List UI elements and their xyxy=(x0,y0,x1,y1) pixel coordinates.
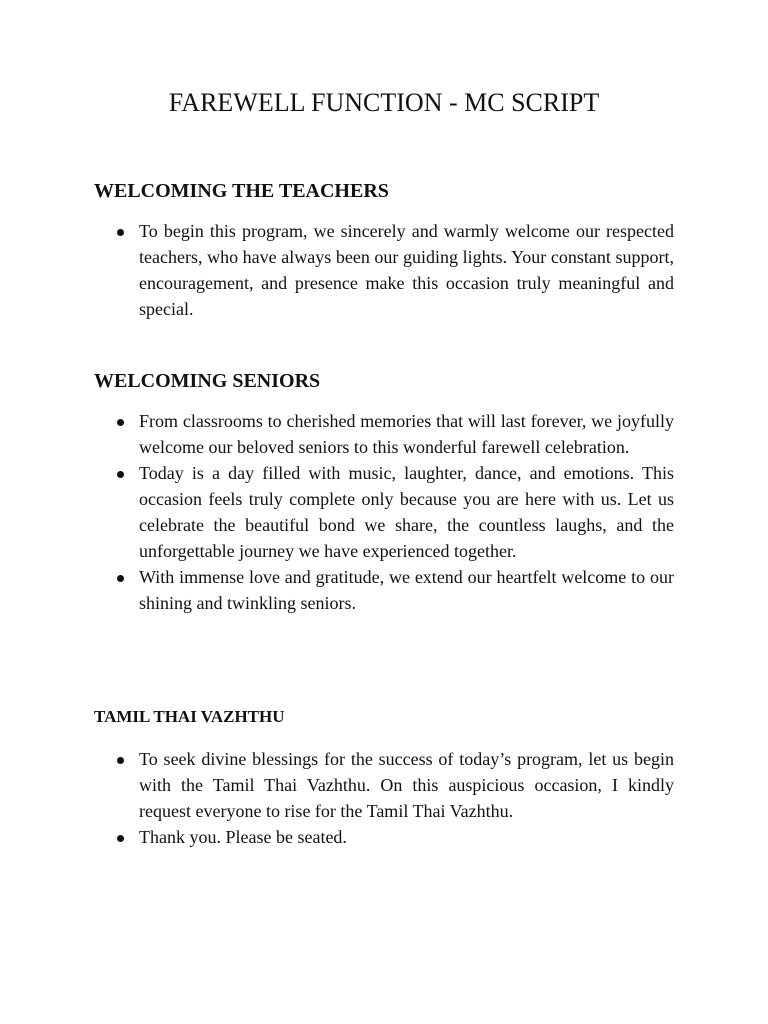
bullet-icon xyxy=(117,575,124,582)
list-item xyxy=(94,218,674,322)
list-item-text: From classrooms to cherished memories that will last forever, we joyfully welcome our beloved seniors to this wonderful farewell celebration. xyxy=(139,411,674,457)
list-item-text: With immense love and gratitude, we extend our heartfelt welcome to our shining and twinkling seniors. xyxy=(139,567,674,613)
section-heading-teachers: WELCOMING THE TEACHERS xyxy=(94,180,389,202)
section-welcoming-teachers xyxy=(94,178,674,322)
list-item-text: To seek divine blessings for the success of today’s program, let us begin with the Tamil Thai Vazhthu. On this auspicious occasion, I kindly request everyone to rise for the Tamil Thai Vazhthu. xyxy=(139,749,674,821)
list-item xyxy=(94,746,674,824)
bullet-icon xyxy=(117,757,124,764)
list-item xyxy=(94,408,674,460)
section-heading-tamil: TAMIL THAI VAZHTHU xyxy=(94,707,285,726)
page-title: FAREWELL FUNCTION - MC SCRIPT xyxy=(168,88,600,117)
list-item-text: To begin this program, we sincerely and warmly welcome our respected teachers, who have always been our guiding lights. Your constant support, encouragement, and presence make this occasion truly meaningful and special. xyxy=(139,221,674,319)
list-item-text: Today is a day filled with music, laughter, dance, and emotions. This occasion feels truly complete only because you are here with us. Let us celebrate the beautiful bond we share, the countless laughs, and the unforgettable journey we have experienced together. xyxy=(139,463,674,561)
teachers-bullet-list xyxy=(94,218,674,322)
section-tamil-thai-vazhthu xyxy=(94,706,674,850)
bullet-icon xyxy=(117,229,124,236)
tamil-bullet-list xyxy=(94,746,674,850)
bullet-icon xyxy=(117,471,124,478)
bullet-icon xyxy=(117,835,124,842)
section-heading-seniors: WELCOMING SENIORS xyxy=(94,370,321,392)
bullet-icon xyxy=(117,419,124,426)
section-welcoming-seniors xyxy=(94,368,674,616)
seniors-bullet-list xyxy=(94,408,674,616)
list-item xyxy=(94,824,674,850)
list-item-text: Thank you. Please be seated. xyxy=(139,827,347,847)
list-item xyxy=(94,564,674,616)
list-item xyxy=(94,460,674,564)
